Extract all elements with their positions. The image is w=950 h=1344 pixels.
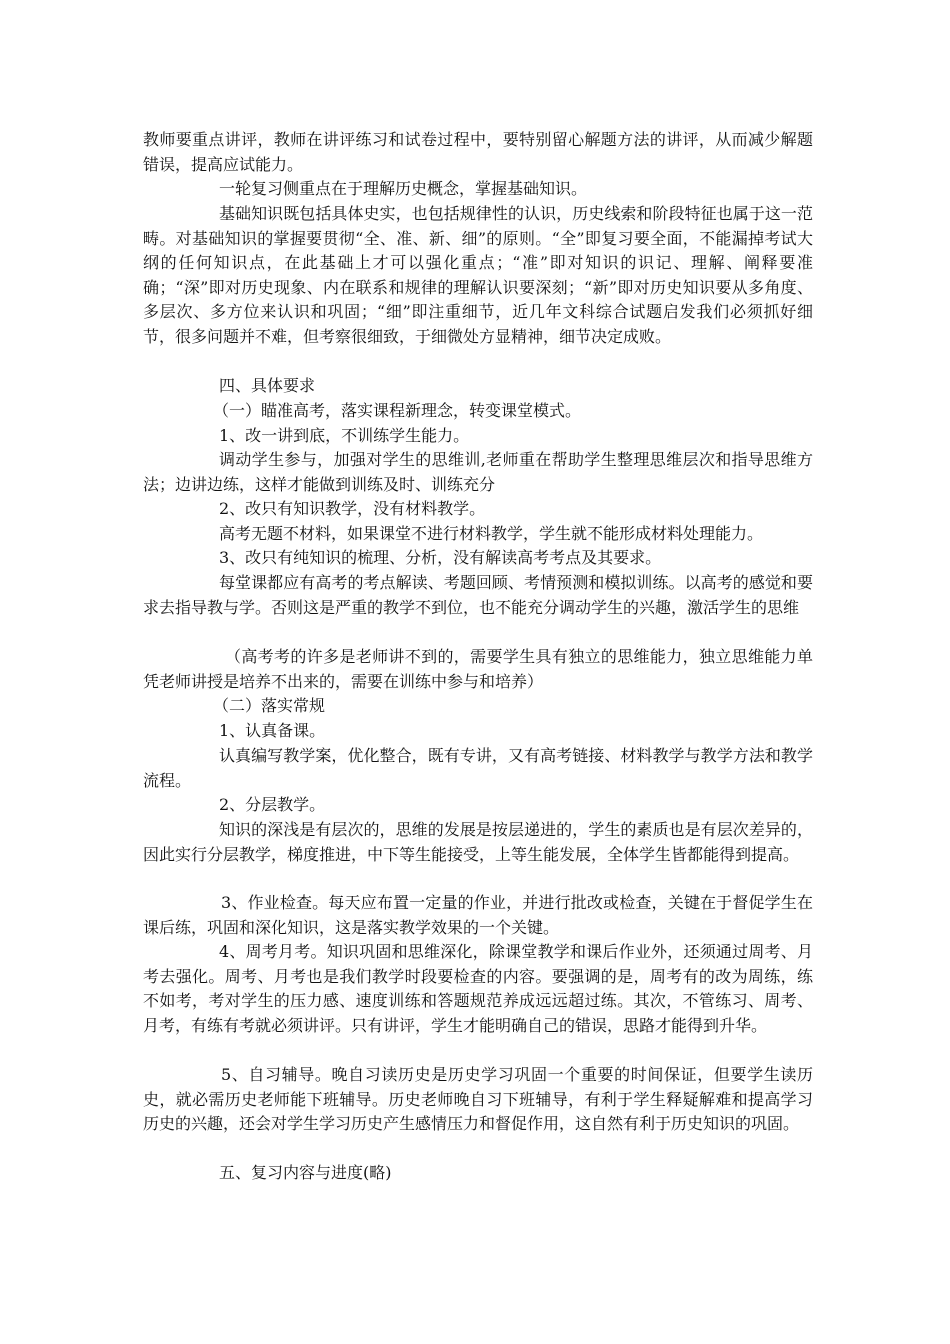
heading-section-five: 五、复习内容与进度(略) (219, 1163, 392, 1182)
item-2-layered-teaching: 2、分层教学。 (219, 795, 326, 814)
paragraph-exam-points: 每堂课都应有高考的考点解读、考题回顾、考情预测和模拟训练。以高考的感觉和要求去指导教与学。否则这是严重的教学不到位，也不能充分调动学生的兴趣，激活学生的思维 (143, 573, 813, 617)
paragraph-material-teaching: 高考无题不材料，如果课堂不进行材料教学，学生就不能形成材料处理能力。 (219, 524, 764, 543)
item-5-self-study-tutoring: 5、自习辅导。晚自习读历史是历史学习巩固一个重要的时间保证，但要学生读历史，就必需历史老师能下班辅导。历史老师晚自习下班辅导，有利于学生释疑解难和提高学习历史的兴趣，还会对学生学习历史产生感情压力和督促作用，这自然有利于历史知识的巩固。 (143, 1065, 813, 1134)
subheading-aim-exam: （一）瞄准高考，落实课程新理念，转变课堂模式。 (213, 401, 582, 420)
item-3-homework-check: 3、作业检查。每天应布置一定量的作业，并进行批改或检查，关键在于督促学生在课后练，巩固和深化知识，这是落实教学效果的一个关键。 (143, 893, 813, 937)
paragraph-student-participation: 调动学生参与，加强对学生的思维训,老师重在帮助学生整理思维层次和指导思维方法；边讲边练，这样才能做到训练及时、训练充分 (143, 450, 813, 494)
item-2-change-knowledge: 2、改只有知识教学，没有材料教学。 (219, 499, 486, 518)
item-3-change-analysis: 3、改只有纯知识的梳理、分析，没有解读高考考点及其要求。 (219, 548, 662, 567)
paragraph-lesson-plan: 认真编写教学案，优化整合，既有专讲，又有高考链接、材料教学与教学方法和教学流程。 (143, 746, 813, 790)
item-4-weekly-monthly-exams: 4、周考月考。知识巩固和思维深化，除课堂教学和课后作业外，还须通过周考、月考去强化。周考、月考也是我们教学时段要检查的内容。要强调的是，周考有的改为周练，练不如考，考对学生的压力感、速度训练和答题规范养成远远超过练。其次，不管练习、周考、月考，有练有考就必须讲评。只有讲评，学生才能明确自己的错误，思路才能得到升华。 (143, 942, 813, 1035)
item-1-prepare-lessons: 1、认真备课。 (219, 721, 326, 740)
paragraph-intro-review: 教师要重点讲评，教师在讲评练习和试卷过程中，要特别留心解题方法的讲评，从而减少解题错误，提高应试能力。 (143, 130, 813, 174)
paragraph-first-round-focus: 一轮复习侧重点在于理解历史概念，掌握基础知识。 (219, 179, 588, 198)
heading-section-four: 四、具体要求 (219, 376, 316, 395)
subheading-implement-routine: （二）落实常规 (213, 696, 326, 715)
paragraph-independent-thinking: （高考考的许多是老师讲不到的，需要学生具有独立的思维能力，独立思维能力单凭老师讲授是培养不出来的，需要在训练中参与和培养） (143, 647, 813, 691)
paragraph-basic-knowledge: 基础知识既包括具体史实，也包括规律性的认识，历史线索和阶段特征也属于这一范畴。对基础知识的掌握要贯彻“全、准、新、细”的原则。“全”即复习要全面，不能漏掉考试大纲的任何知识点，在此基础上才可以强化重点；“准”即对知识的识记、理解、阐释要准确；“深”即对历史现象、内在联系和规律的理解认识要深刻；“新”即对历史知识要从多角度、多层次、多方位来认识和巩固；“细”即注重细节，近几年文科综合试题启发我们必须抓好细节，很多问题并不难，但考察很细致，于细微处方显精神，细节决定成败。 (143, 204, 813, 346)
paragraph-layered-teaching: 知识的深浅是有层次的，思维的发展是按层递进的，学生的素质也是有层次差异的，因此实行分层教学，梯度推进，中下等生能接受，上等生能发展，全体学生皆都能得到提高。 (143, 820, 813, 864)
item-1-change-lecture: 1、改一讲到底，不训练学生能力。 (219, 426, 470, 445)
